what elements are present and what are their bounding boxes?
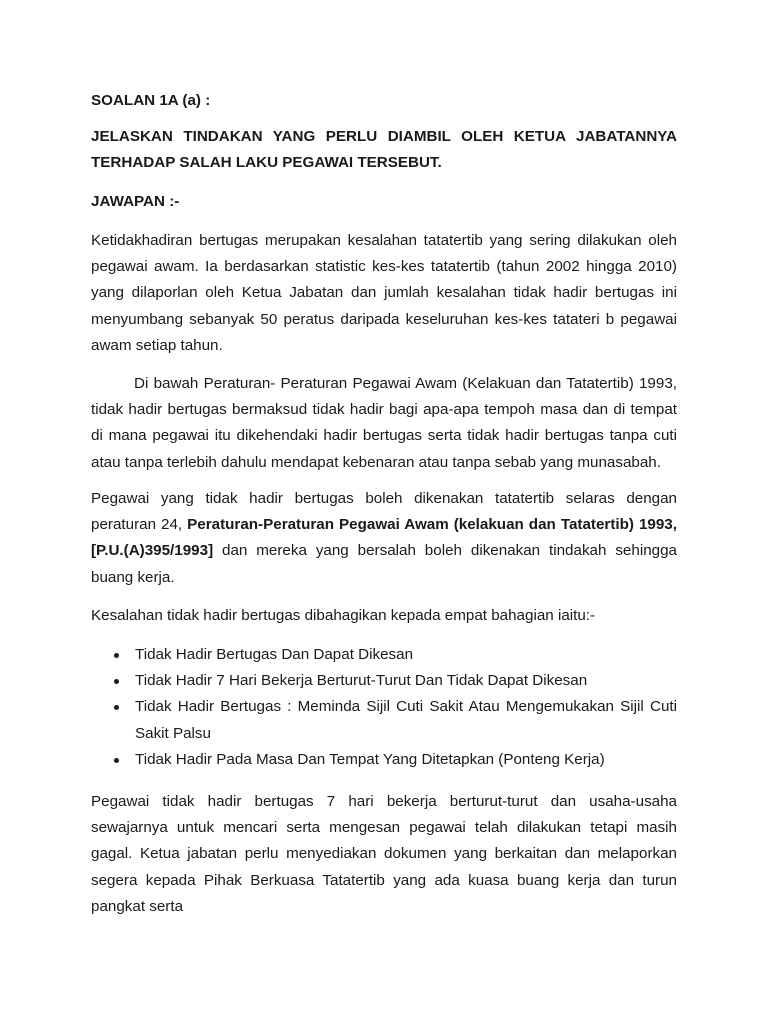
bullet-icon bbox=[114, 679, 119, 684]
list-item bbox=[91, 642, 677, 668]
offence-categories-list bbox=[91, 642, 677, 773]
paragraph-2: Di bawah Peraturan- Peraturan Pegawai Awam (Kelakuan dan Tatatertib) 1993, tidak hadir bertugas bermaksud tidak hadir bagi apa-apa tempoh masa dan di tempat di mana pegawai itu dikehendaki hadir bertugas serta tidak hadir bertugas tanpa cuti atau tanpa terlebih dahulu mendapat kebenaran atau tanpa sebab yang munasabah. bbox=[91, 375, 677, 471]
list-item bbox=[91, 694, 677, 746]
paragraph-5: Pegawai tidak hadir bertugas 7 hari bekerja berturut-turut dan usaha-usaha sewajarnya untuk mencari serta mengesan pegawai telah dilakukan tetapi masih gagal. Ketua jabatan perlu menyediakan dokumen yang berkaitan dan melaporkan segera kepada Pihak Berkuasa Tatatertib yang ada kuasa buang kerja dan turun pangkat serta bbox=[91, 793, 677, 915]
regulation-reference: Peraturan-Peraturan Pegawai Awam (kelakuan dan Tatatertib) 1993, [P.U.(A)395/1993] bbox=[91, 516, 677, 560]
paragraph-3-end: dan mereka yang bersalah boleh dikenakan tindakah sehingga buang kerja. bbox=[91, 542, 677, 586]
question-label: SOALAN 1A (a) : bbox=[91, 92, 211, 109]
bullet-icon bbox=[114, 653, 119, 658]
list-item bbox=[91, 747, 677, 773]
list-item-text: Tidak Hadir Bertugas Dan Dapat Dikesan bbox=[135, 646, 414, 663]
paragraph-3-start: Pegawai yang tidak hadir bertugas boleh dikenakan tatatertib selaras dengan peraturan 24, bbox=[91, 490, 677, 534]
list-item-text: Tidak Hadir Pada Masa Dan Tempat Yang Ditetapkan (Ponteng Kerja) bbox=[135, 750, 605, 768]
answer-label: JAWAPAN :- bbox=[91, 193, 180, 210]
question-text: JELASKAN TINDAKAN YANG PERLU DIAMBIL OLEH KETUA JABATANNYA TERHADAP SALAH LAKU PEGAWAI TERSEBUT. bbox=[91, 128, 677, 172]
paragraph-1: Ketidakhadiran bertugas merupakan kesalahan tatatertib yang sering dilakukan oleh pegawai awam. Ia berdasarkan statistic kes-kes tatatertib (tahun 2002 hingga 2010) yang dilaporlan oleh Ketua Jabatan dan jumlah kesalahan tidak hadir bertugas ini menyumbang sebanyak 50 peratus daripada keseluruhan kes-kes tatateri b pegawai awam setiap tahun. bbox=[91, 232, 677, 354]
list-item bbox=[91, 668, 677, 694]
paragraph-4: Kesalahan tidak hadir bertugas dibahagikan kepada empat bahagian iaitu:- bbox=[91, 607, 596, 624]
bullet-icon bbox=[114, 705, 119, 710]
paragraph-3 bbox=[91, 486, 677, 591]
bullet-icon bbox=[114, 758, 119, 763]
list-item-text: Tidak Hadir 7 Hari Bekerja Berturut-Turut Dan Tidak Dapat Dikesan bbox=[135, 672, 588, 690]
list-item-text: Tidak Hadir Bertugas : Meminda Sijil Cuti Sakit Atau Mengemukakan Sijil Cuti Sakit Palsu bbox=[135, 698, 677, 742]
